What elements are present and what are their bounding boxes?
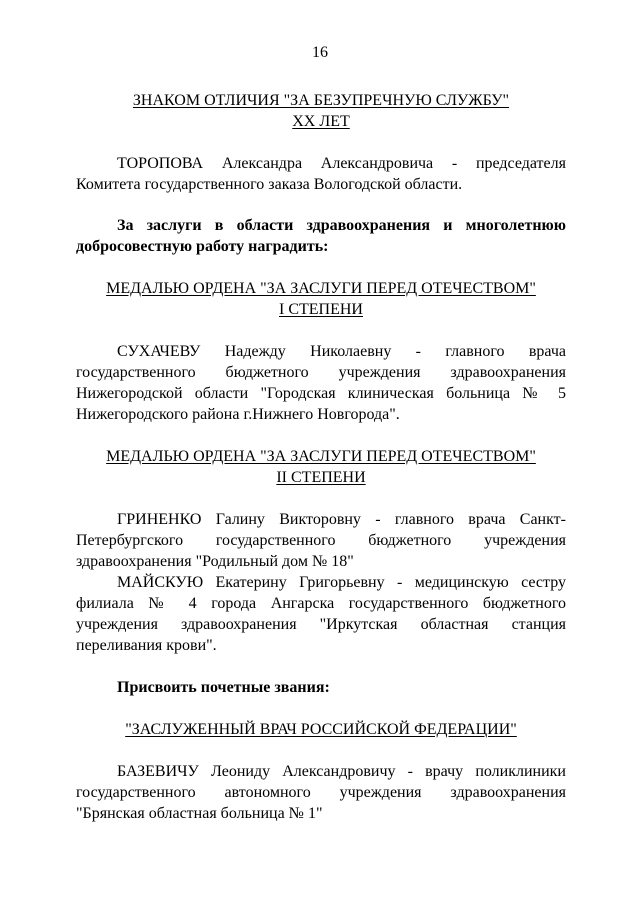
award-subtitle: II СТЕПЕНИ xyxy=(276,469,366,486)
intro-line: добросовестную работу наградить: xyxy=(76,238,329,255)
intro-line: Присвоить почетные звания: xyxy=(117,679,330,696)
entry-line: СУХАЧЕВУ Надежду Николаевну - главного врача xyxy=(117,343,566,360)
entry-line: Нижегородского района г.Нижнего Новгорода". xyxy=(76,406,400,423)
entry-line: ТОРОПОВА Александра Александровича - председателя xyxy=(117,155,566,172)
award-title: МЕДАЛЬЮ ОРДЕНА "ЗА ЗАСЛУГИ ПЕРЕД ОТЕЧЕСТВОМ" xyxy=(106,448,536,465)
entry-line: БАЗЕВИЧУ Леониду Александровичу - врачу поликлиники xyxy=(117,763,566,780)
award-title: "ЗАСЛУЖЕННЫЙ ВРАЧ РОССИЙСКОЙ ФЕДЕРАЦИИ" xyxy=(125,721,517,738)
entry-line: МАЙСКУЮ Екатерину Григорьевну - медицинскую сестру xyxy=(117,574,566,591)
entry-line: государственного бюджетного учреждения здравоохранения xyxy=(76,364,566,381)
award-subtitle: I СТЕПЕНИ xyxy=(279,301,363,318)
award-entry xyxy=(76,509,566,572)
award-title: ЗНАКОМ ОТЛИЧИЯ "ЗА БЕЗУПРЕЧНУЮ СЛУЖБУ" xyxy=(132,92,510,109)
entry-line: Комитета государственного заказа Вологодской области. xyxy=(76,176,463,193)
entry-line: Нижегородской области "Городская клиническая больница № 5 xyxy=(76,385,566,402)
entry-line: переливания крови". xyxy=(76,637,217,654)
entry-line: государственного автономного учреждения здравоохранения xyxy=(76,784,566,801)
page-number: 16 xyxy=(312,44,328,61)
titles-intro xyxy=(76,677,566,698)
entry-line: "Брянская областная больница № 1" xyxy=(76,805,323,822)
award-title: МЕДАЛЬЮ ОРДЕНА "ЗА ЗАСЛУГИ ПЕРЕД ОТЕЧЕСТВОМ" xyxy=(106,280,536,297)
intro-line: За заслуги в области здравоохранения и многолетнюю xyxy=(117,217,566,234)
entry-line: ГРИНЕНКО Галину Викторовну - главного врача Санкт- xyxy=(117,511,566,528)
award-entry xyxy=(76,341,566,425)
award-intro xyxy=(76,215,566,257)
entry-line: филиала № 4 города Ангарска государственного бюджетного xyxy=(76,595,566,612)
award-entry xyxy=(76,572,566,656)
entry-line: Петербургского государственного бюджетного учреждения xyxy=(76,532,566,549)
award-entry xyxy=(76,153,566,195)
award-entry xyxy=(76,761,566,824)
entry-line: учреждения здравоохранения "Иркутская областная станция xyxy=(76,616,566,633)
entry-line: здравоохранения "Родильный дом № 18" xyxy=(76,553,354,570)
award-subtitle: XX ЛЕТ xyxy=(292,113,350,130)
